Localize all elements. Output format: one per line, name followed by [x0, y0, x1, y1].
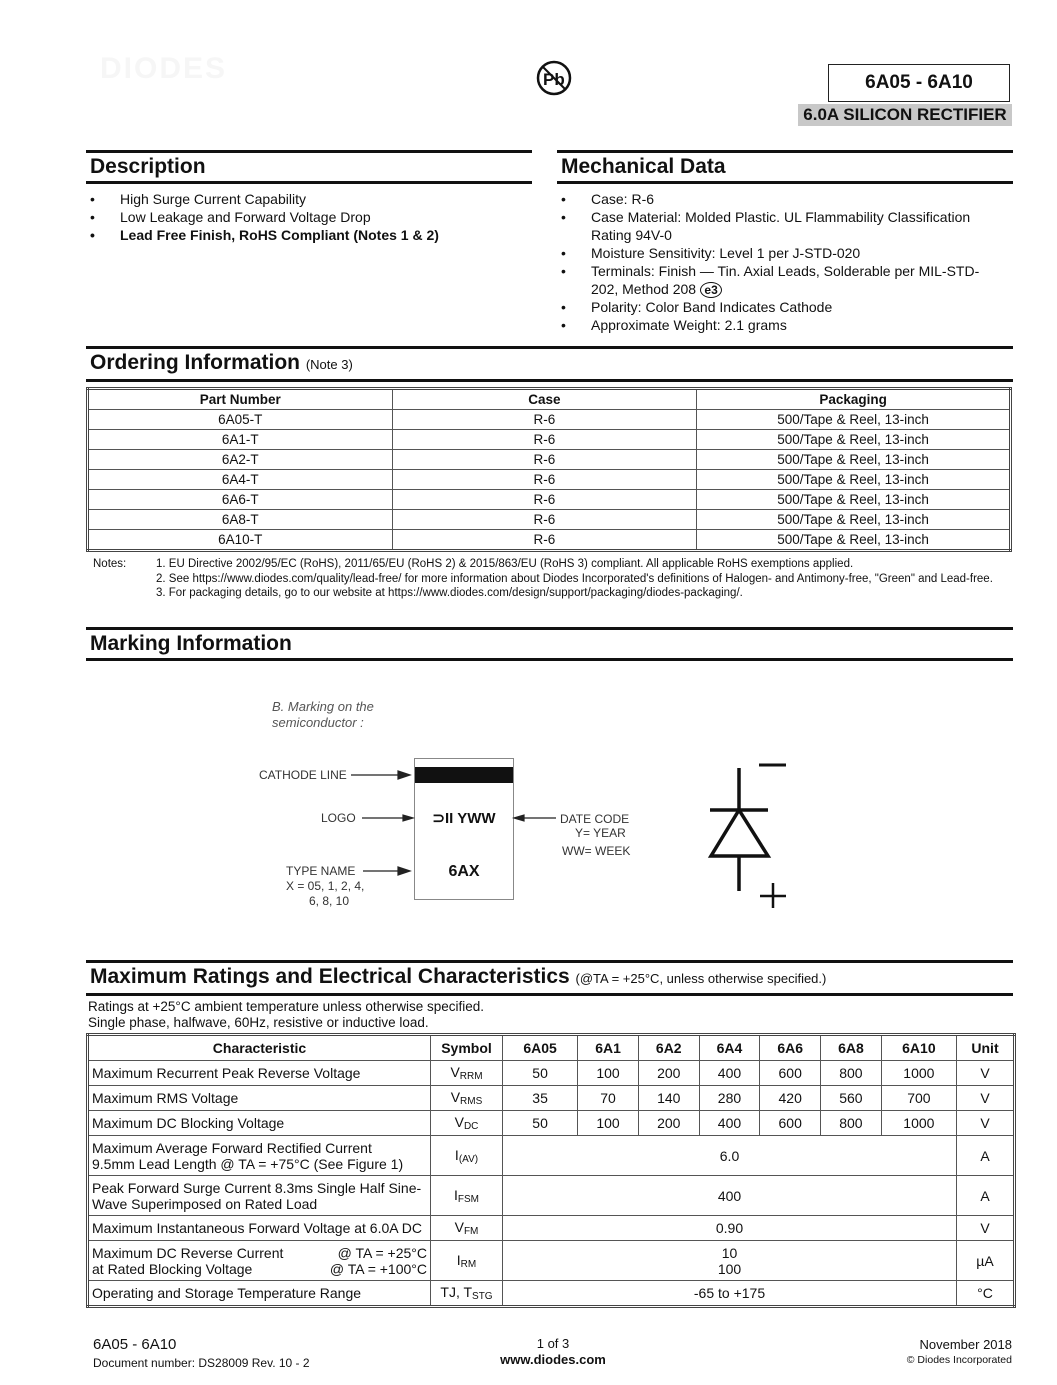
cell: 6A05-T [88, 410, 393, 430]
cell: 500/Tape & Reel, 13-inch [697, 510, 1011, 530]
date-code-label: DATE CODE [560, 812, 630, 826]
symbol: V [450, 1064, 460, 1080]
logo-label: LOGO [321, 811, 356, 825]
col-header: 6A05 [503, 1035, 578, 1061]
condition-text: @ TA = +25°C [337, 1244, 427, 1261]
table-row [88, 1136, 1015, 1176]
symbol-cell [431, 1061, 503, 1086]
list-item: • Approximate Weight: 2.1 grams [559, 316, 999, 334]
cell: 50 [503, 1061, 578, 1086]
ratings-table [86, 1033, 1016, 1308]
symbol: I [454, 1186, 458, 1203]
marking-caption [272, 699, 374, 731]
unit-cell: A [957, 1136, 1015, 1176]
table-row [88, 470, 1011, 490]
ordering-heading [86, 349, 1013, 379]
cell: Maximum Instantaneous Forward Voltage at 6.0A DC [88, 1216, 431, 1241]
cell: 100 [578, 1061, 639, 1086]
col-header: 6A4 [699, 1035, 760, 1061]
cell: 600 [760, 1111, 821, 1136]
marking-title: Marking Information [90, 632, 292, 655]
logo-mark: ⊃II [432, 810, 454, 827]
part-range-box: 6A05 - 6A10 [828, 64, 1010, 102]
cell: 6A8-T [88, 510, 393, 530]
list-item: • Case: R-6 [559, 190, 999, 208]
note-item: 2. See https://www.diodes.com/quality/lead-free/ for more information about Diodes Incorporated's definitions of Halogen- and Antimony-free, "Green" and Lead-free. [156, 572, 993, 585]
unit-cell: V [957, 1216, 1015, 1241]
col-header: Characteristic [88, 1035, 431, 1061]
table-row [88, 1241, 1015, 1281]
cell: 35 [503, 1086, 578, 1111]
footer-page: 1 of 3 [536, 1336, 570, 1351]
condition-text: @ TA = +100°C [329, 1260, 427, 1277]
cell: 70 [578, 1086, 639, 1111]
symbol-cell [431, 1176, 503, 1216]
footer-copyright: © Diodes Incorporated [906, 1354, 1012, 1366]
cell: 50 [503, 1111, 578, 1136]
company-logo: DIODES [100, 52, 228, 85]
cell: 200 [638, 1061, 699, 1086]
mechanical-section-header [557, 150, 1013, 184]
mechanical-list [559, 190, 999, 334]
symbol-sub: FM [463, 1226, 479, 1237]
ratings-section-header [86, 960, 1013, 996]
description-list [88, 190, 528, 244]
cell: 500/Tape & Reel, 13-inch [697, 470, 1011, 490]
type-name-label: TYPE NAME [286, 864, 356, 878]
cell: R-6 [392, 450, 697, 470]
table-row [88, 1061, 1015, 1086]
note-item: 1. EU Directive 2002/95/EC (RoHS), 2011/65/EU (RoHS 2) & 2015/863/EU (RoHS 3) compliant. All applicable RoHS exemptions applied. [156, 558, 854, 570]
table-row [88, 430, 1011, 450]
cell: 6A4-T [88, 470, 393, 490]
e3-badge-icon: e3 [700, 282, 722, 298]
cell: 500/Tape & Reel, 13-inch [697, 430, 1011, 450]
ratings-intro-line: Single phase, halfwave, 60Hz, resistive or inductive load. [88, 1015, 429, 1030]
cell [503, 1241, 957, 1281]
ratings-heading [86, 963, 1013, 993]
footer-date: November 2018 [919, 1337, 1012, 1352]
table-row [88, 530, 1011, 551]
cell: -65 to +175 [503, 1281, 957, 1307]
symbol-sub: FSM [457, 1193, 479, 1205]
symbol-cell [431, 1281, 503, 1307]
symbol: V [450, 1089, 461, 1105]
cell: 200 [638, 1111, 699, 1136]
terminals-text: Terminals: Finish — Tin. Axial Leads, Solderable per MIL-STD-202, Method 208 [591, 263, 980, 297]
list-item: • Moisture Sensitivity: Level 1 per J-STD-020 [559, 244, 999, 262]
cathode-line-label: CATHODE LINE [259, 768, 347, 782]
cell: 400 [503, 1176, 957, 1216]
footer-part: 6A05 - 6A10 [93, 1336, 177, 1353]
table-header-row [88, 1035, 1015, 1061]
col-header: 6A10 [881, 1035, 956, 1061]
symbol-cell [431, 1086, 503, 1111]
ordering-note-ref: (Note 3) [305, 357, 353, 372]
col-header: Case [392, 389, 697, 410]
lead-free-icon [535, 59, 573, 97]
note-item: 3. For packaging details, go to our website at https://www.diodes.com/design/support/packaging/diodes-packaging/. [156, 587, 743, 599]
footer-doc-number: Document number: DS28009 Rev. 10 - 2 [93, 1356, 310, 1370]
year-label: Y= YEAR [575, 826, 626, 840]
description-title: Description [90, 155, 206, 178]
cell: R-6 [392, 470, 697, 490]
value-line: 10 [721, 1244, 738, 1261]
cell: 6A10-T [88, 530, 393, 551]
cell: 500/Tape & Reel, 13-inch [697, 410, 1011, 430]
symbol: V [454, 1219, 464, 1235]
table-row [88, 510, 1011, 530]
cell: 0.90 [503, 1216, 957, 1241]
notes-label: Notes: [93, 558, 127, 570]
unit-cell: A [957, 1176, 1015, 1216]
cell: 100 [578, 1111, 639, 1136]
symbol: I [454, 1146, 459, 1163]
char-line [92, 1245, 427, 1261]
table-row [88, 1086, 1015, 1111]
char-line: 9.5mm Lead Length @ TA = +75°C (See Figure 1) [92, 1155, 404, 1172]
unit-cell: V [957, 1111, 1015, 1136]
cell: 500/Tape & Reel, 13-inch [697, 450, 1011, 470]
char-line: Wave Superimposed on Rated Load [92, 1195, 318, 1212]
cell: 800 [821, 1111, 882, 1136]
ratings-intro-line: Ratings at +25°C ambient temperature unless otherwise specified. [88, 999, 484, 1014]
ordering-section-header [86, 346, 1013, 382]
list-item: • Polarity: Color Band Indicates Cathode [559, 298, 999, 316]
cell: 400 [699, 1061, 760, 1086]
cell [88, 1136, 431, 1176]
cell: Maximum Recurrent Peak Reverse Voltage [88, 1061, 431, 1086]
cell: R-6 [392, 530, 697, 551]
symbol: I [456, 1251, 461, 1268]
table-row [88, 450, 1011, 470]
symbol-sub: STG [472, 1291, 493, 1302]
type-mark: 6AX [448, 863, 480, 880]
col-header: 6A2 [638, 1035, 699, 1061]
cell: R-6 [392, 410, 697, 430]
cell: 800 [821, 1061, 882, 1086]
cell: 560 [821, 1086, 882, 1111]
cell: R-6 [392, 430, 697, 450]
cell [88, 1176, 431, 1216]
cell: 1000 [881, 1111, 956, 1136]
table-row [88, 1281, 1015, 1307]
ratings-intro [88, 999, 484, 1031]
list-item [559, 262, 999, 298]
value-line: 100 [717, 1260, 742, 1277]
type-x-values-2: 6, 8, 10 [309, 894, 350, 908]
cell: Operating and Storage Temperature Range [88, 1281, 431, 1307]
col-header: Unit [957, 1035, 1015, 1061]
table-row [88, 410, 1011, 430]
table-row [88, 1111, 1015, 1136]
symbol: TJ, T [440, 1284, 473, 1300]
col-header: 6A1 [578, 1035, 639, 1061]
logo-date-marking [415, 809, 513, 827]
symbol-cell [431, 1241, 503, 1281]
week-label: WW= WEEK [562, 844, 631, 858]
cell: 500/Tape & Reel, 13-inch [697, 490, 1011, 510]
symbol-sub: RMS [460, 1096, 483, 1107]
list-item: • High Surge Current Capability [88, 190, 528, 208]
cell: Maximum DC Blocking Voltage [88, 1111, 431, 1136]
unit-cell: °C [957, 1281, 1015, 1307]
symbol-cell [431, 1216, 503, 1241]
date-mark: YWW [457, 810, 496, 827]
list-item: • Case Material: Molded Plastic. UL Flammability Classification Rating 94V-0 [559, 208, 999, 244]
cell: 140 [638, 1086, 699, 1111]
symbol-sub: DC [463, 1121, 479, 1132]
caption-line: semiconductor : [272, 715, 364, 730]
char-line: Peak Forward Surge Current 8.3ms Single Half Sine- [92, 1179, 422, 1196]
list-item: • Low Leakage and Forward Voltage Drop [88, 208, 528, 226]
caption-line: B. Marking on the [272, 699, 374, 714]
col-header: 6A8 [821, 1035, 882, 1061]
ratings-condition: (@TA = +25°C, unless otherwise specified.) [575, 971, 827, 986]
unit-cell: µA [957, 1241, 1015, 1281]
cell: 1000 [881, 1061, 956, 1086]
type-x-values: X = 05, 1, 2, 4, [286, 879, 365, 893]
symbol-cell [431, 1136, 503, 1176]
unit-cell: V [957, 1061, 1015, 1086]
symbol-sub: RRM [459, 1071, 483, 1082]
table-row [88, 1216, 1015, 1241]
char-text: Maximum DC Reverse Current [92, 1244, 284, 1261]
list-item: • Lead Free Finish, RoHS Compliant (Notes 1 & 2) [88, 226, 528, 244]
package-body [414, 758, 514, 900]
cell: 280 [699, 1086, 760, 1111]
description-section-header [86, 150, 532, 184]
char-line: Maximum Average Forward Rectified Current [92, 1139, 372, 1156]
char-text: at Rated Blocking Voltage [92, 1260, 253, 1277]
symbol-sub: RM [460, 1258, 477, 1270]
cell: 6A1-T [88, 430, 393, 450]
ratings-title: Maximum Ratings and Electrical Characteristics [90, 965, 570, 988]
table-header-row [88, 389, 1011, 410]
product-subtitle: 6.0A SILICON RECTIFIER [798, 104, 1012, 126]
mechanical-title: Mechanical Data [561, 155, 726, 178]
col-header: Packaging [697, 389, 1011, 410]
footer-url[interactable]: www.diodes.com [500, 1352, 606, 1367]
cell: 6A6-T [88, 490, 393, 510]
cell: 400 [699, 1111, 760, 1136]
unit-cell: V [957, 1086, 1015, 1111]
cell: R-6 [392, 490, 697, 510]
cell: 6.0 [503, 1136, 957, 1176]
cathode-band [415, 767, 513, 783]
svg-text:Pb: Pb [543, 70, 565, 89]
table-row [88, 1176, 1015, 1216]
ordering-table [86, 387, 1012, 552]
cell: R-6 [392, 510, 697, 530]
col-header: Part Number [88, 389, 393, 410]
cell: 6A2-T [88, 450, 393, 470]
diode-symbol-icon [700, 758, 795, 910]
ordering-title: Ordering Information [90, 351, 300, 374]
cell: 500/Tape & Reel, 13-inch [697, 530, 1011, 551]
symbol-cell [431, 1111, 503, 1136]
cell: 700 [881, 1086, 956, 1111]
cell: 600 [760, 1061, 821, 1086]
cell [88, 1241, 431, 1281]
symbol-sub: (AV) [458, 1153, 479, 1165]
char-line [92, 1261, 427, 1277]
table-row [88, 490, 1011, 510]
marking-section-header [86, 627, 1013, 661]
cell: Maximum RMS Voltage [88, 1086, 431, 1111]
symbol: V [454, 1114, 464, 1130]
col-header: 6A6 [760, 1035, 821, 1061]
col-header: Symbol [431, 1035, 503, 1061]
cell: 420 [760, 1086, 821, 1111]
